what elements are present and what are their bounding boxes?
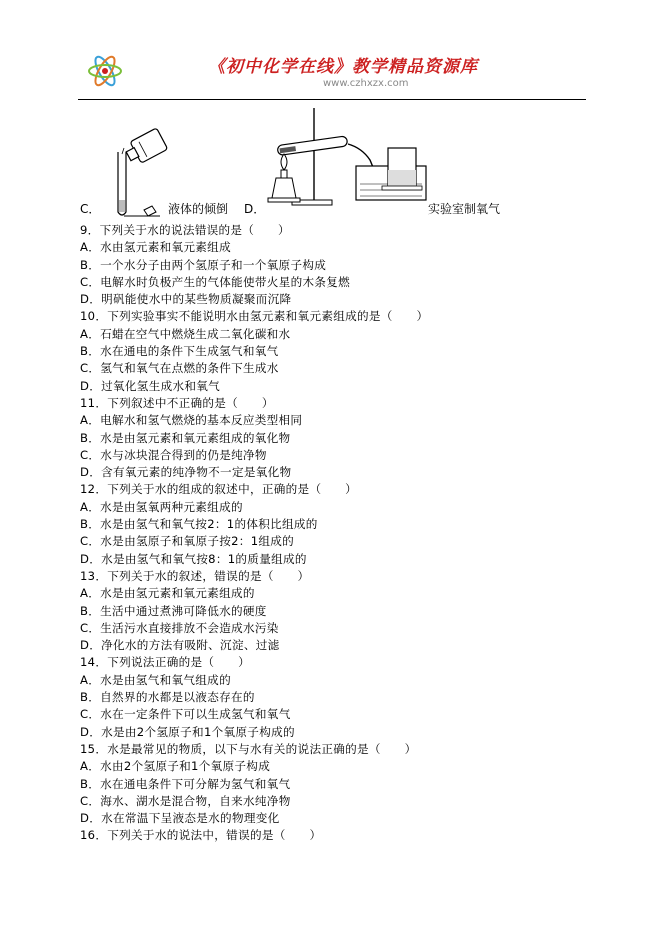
answer-option: B．一个水分子由两个氢原子和一个氧原子构成 [80, 257, 327, 272]
answer-option: A．石蜡在空气中燃烧生成二氧化碳和水 [80, 326, 291, 341]
option-d-label: D． [244, 202, 266, 216]
answer-option: C．水与冰块混合得到的仍是纯净物 [80, 447, 267, 462]
answer-option: C．海水、湖水是混合物，自来水纯净物 [80, 793, 291, 808]
answer-option: B．水是由氢元素和氧元素组成的氧化物 [80, 430, 291, 445]
option-d-caption: 实验室制氧气 [428, 202, 501, 216]
question-list [80, 222, 580, 845]
answer-option: C．水是由氢原子和氧原子按2：1组成的 [80, 534, 295, 549]
answer-option: B．生活中通过煮沸可降低水的硬度 [80, 603, 267, 618]
answer-option: A．水是由氢气和氧气组成的 [80, 672, 231, 687]
answer-option: C．生活污水直接排放不会造成水污染 [80, 620, 279, 635]
oxygen-preparation-figure [262, 104, 432, 208]
answer-option: A．水是由氢元素和氧元素组成的 [80, 586, 255, 601]
answer-option: B．水是由氢气和氧气按2：1的体积比组成的 [80, 517, 318, 532]
figure-caption-row [80, 200, 580, 222]
option-c-label: C． [80, 202, 101, 216]
question-line: 16．下列关于水的说法中，错误的是（ ） [80, 828, 322, 843]
question-line: 15．水是最常见的物质，以下与水有关的说法正确的是（ ） [80, 741, 417, 756]
question-line: 9．下列关于水的说法错误的是（ ） [80, 223, 290, 237]
question-line: 11．下列叙述中不正确的是（ ） [80, 395, 274, 410]
answer-option: B．水在通电条件下可分解为氢气和氧气 [80, 776, 291, 791]
answer-option: C．电解水时负极产生的气体能使带火星的木条复燃 [80, 274, 351, 289]
question-line: 14．下列说法正确的是（ ） [80, 655, 250, 670]
answer-option: A．水由氢元素和氧元素组成 [80, 240, 231, 255]
site-url: www.czhxzx.com [323, 78, 409, 89]
answer-option: D．水在常温下呈液态是水的物理变化 [80, 811, 280, 826]
answer-option: D．净化水的方法有吸附、沉淀、过滤 [80, 638, 280, 653]
brand-title: 《初中化学在线》教学精品资源库 [208, 57, 478, 77]
answer-option: D．过氧化氢生成水和氧气 [80, 378, 221, 393]
answer-option: C．水在一定条件下可以生成氢气和氧气 [80, 707, 291, 722]
page-header [78, 46, 586, 100]
atom-logo-icon [86, 50, 124, 92]
question-line: 10．下列实验事实不能说明水由氢元素和氧元素组成的是（ ） [80, 309, 429, 324]
answer-option: D．水是由氢气和氧气按8：1的质量组成的 [80, 551, 307, 566]
header-divider [78, 99, 586, 100]
answer-option: B．水在通电的条件下生成氢气和氧气 [80, 344, 279, 359]
answer-option: C．氢气和氧气在点燃的条件下生成水 [80, 361, 279, 376]
answer-option: D．水是由2个氢原子和1个氧原子构成的 [80, 724, 295, 739]
question-line: 12．下列关于水的组成的叙述中，正确的是（ ） [80, 482, 358, 497]
answer-option: D．含有氧元素的纯净物不一定是氧化物 [80, 465, 292, 480]
option-c-caption: 液体的倾倒 [168, 202, 229, 216]
answer-option: A．水由2个氢原子和1个氧原子构成 [80, 759, 271, 774]
question-line: 13．下列关于水的叙述，错误的是（ ） [80, 568, 310, 583]
answer-option: B．自然界的水都是以液态存在的 [80, 690, 255, 705]
answer-option: A．电解水和氢气燃烧的基本反应类型相同 [80, 413, 303, 428]
answer-option: D．明矾能使水中的某些物质凝聚而沉降 [80, 292, 292, 307]
answer-option: A．水是由氢氧两种元素组成的 [80, 499, 243, 514]
